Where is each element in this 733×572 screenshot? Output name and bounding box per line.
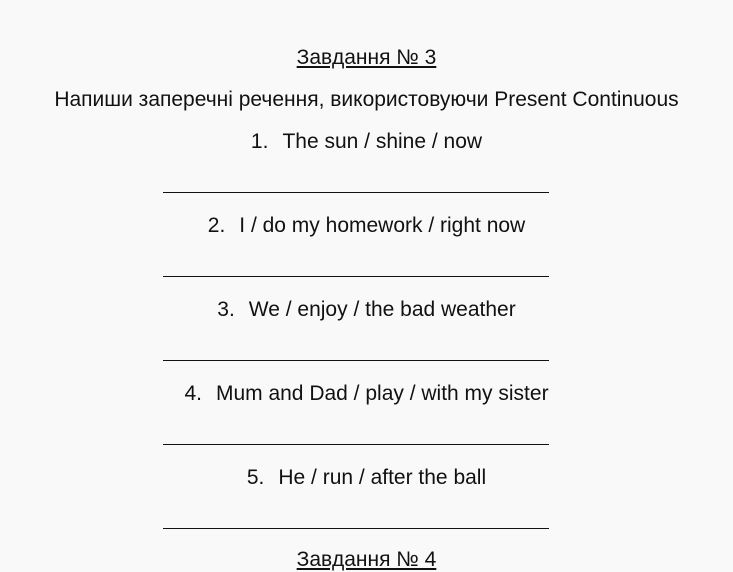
task-3-instruction: Напиши заперечні речення, використовуючи Present Continuous [54, 88, 679, 111]
exercise-item-1 [0, 130, 733, 154]
exercise-item-2 [0, 214, 733, 238]
answer-line-3[interactable] [163, 360, 549, 361]
exercise-item-text: I / do my homework / right now [239, 214, 526, 237]
exercise-item-3 [0, 298, 733, 322]
exercise-item-5 [0, 466, 733, 490]
answer-line-5[interactable] [163, 528, 549, 529]
exercise-item-text: The sun / shine / now [282, 130, 483, 153]
task-3-title: Завдання № 3 [296, 46, 437, 69]
answer-line-2[interactable] [163, 276, 549, 277]
exercise-item-number: 2. [207, 214, 226, 237]
exercise-item-number: 3. [217, 298, 235, 321]
exercise-item-4 [0, 382, 733, 406]
answer-line-4[interactable] [163, 444, 549, 445]
task-4-title: Завдання № 4 [296, 548, 437, 571]
answer-line-1[interactable] [163, 192, 549, 193]
exercise-item-number: 5. [246, 466, 265, 489]
exercise-item-text: Mum and Dad / play / with my sister [215, 382, 549, 405]
exercise-item-number: 4. [184, 382, 202, 405]
exercise-item-text: We / enjoy / the bad weather [248, 298, 516, 321]
exercise-item-number: 1. [250, 130, 269, 153]
exercise-item-text: He / run / after the ball [278, 466, 487, 489]
